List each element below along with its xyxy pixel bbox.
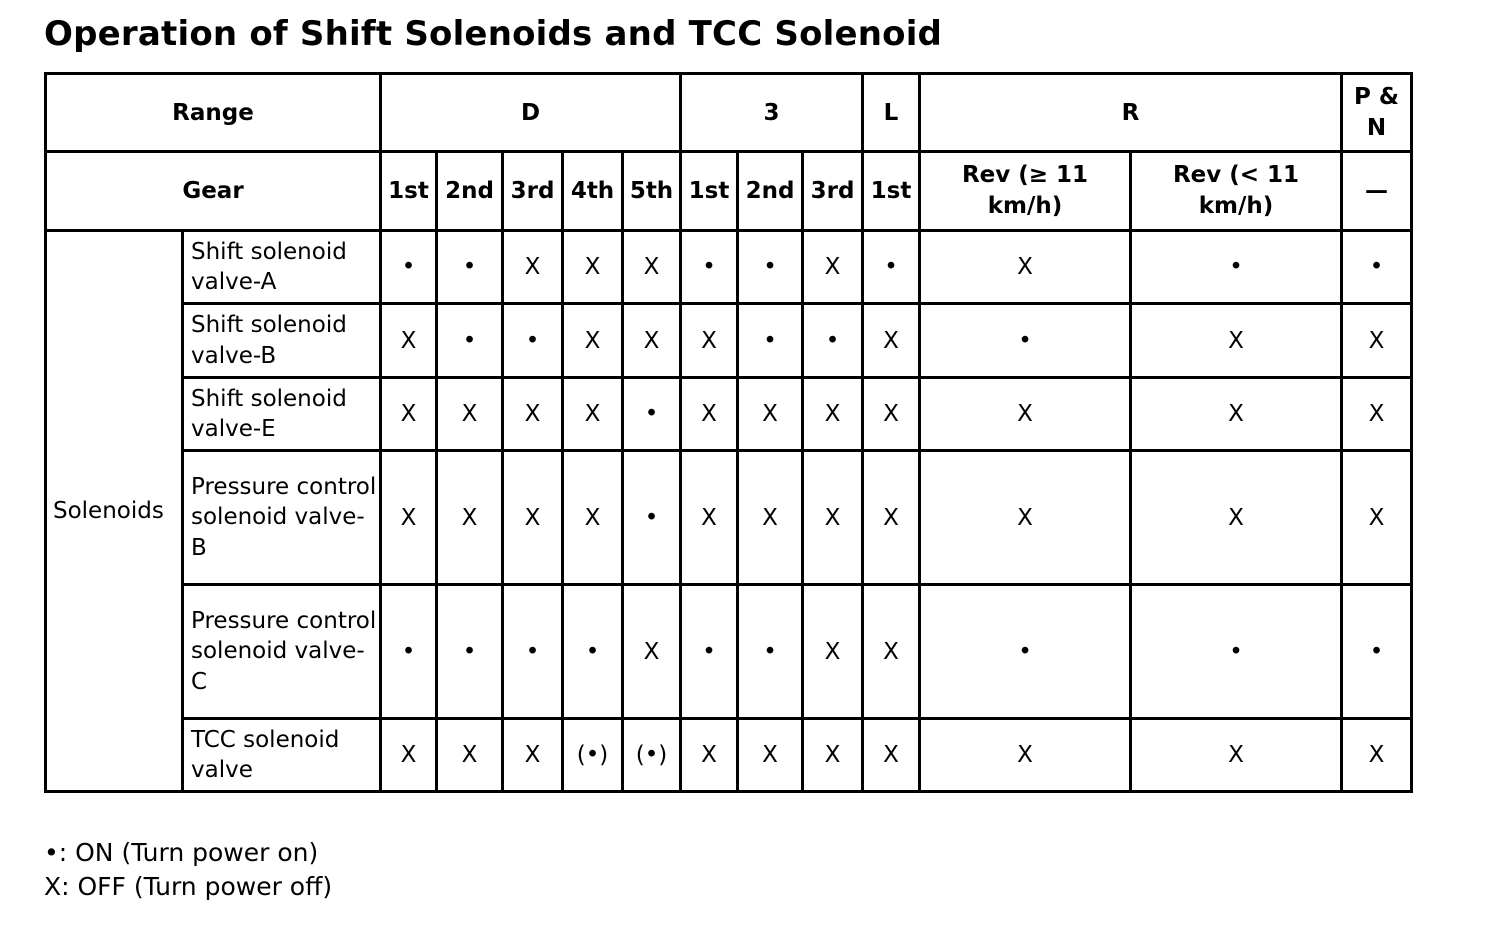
state-cell: X xyxy=(1131,304,1342,378)
gear-header-cell: 2nd xyxy=(738,152,803,231)
gear-label: Gear xyxy=(46,152,381,231)
state-cell: X xyxy=(803,451,863,585)
state-cell: (•) xyxy=(623,719,681,792)
state-cell: X xyxy=(863,304,920,378)
row-label: Shift solenoid valve-E xyxy=(183,378,381,451)
state-cell: X xyxy=(920,719,1131,792)
state-cell: X xyxy=(803,231,863,304)
state-cell: X xyxy=(381,719,437,792)
state-cell: • xyxy=(803,304,863,378)
gear-header-cell: Rev (≥ 11 km/h) xyxy=(920,152,1131,231)
range-header-row xyxy=(46,74,1412,152)
gear-header-cell: 1st xyxy=(381,152,437,231)
state-cell: X xyxy=(503,719,563,792)
state-cell: X xyxy=(803,585,863,719)
state-cell: • xyxy=(381,585,437,719)
state-cell: • xyxy=(437,231,503,304)
state-cell: • xyxy=(920,304,1131,378)
state-cell: • xyxy=(863,231,920,304)
page-title: Operation of Shift Solenoids and TCC Solenoid xyxy=(44,14,943,54)
gear-header-cell: 1st xyxy=(863,152,920,231)
state-cell: X xyxy=(920,378,1131,451)
row-label: Pressure control solenoid valve-C xyxy=(183,585,381,719)
state-cell: X xyxy=(1342,719,1412,792)
state-cell: X xyxy=(863,451,920,585)
state-cell: X xyxy=(437,378,503,451)
state-cell: X xyxy=(738,719,803,792)
row-label: Shift solenoid valve-A xyxy=(183,231,381,304)
state-cell: X xyxy=(563,451,623,585)
state-cell: • xyxy=(681,231,738,304)
gear-header-cell: 3rd xyxy=(503,152,563,231)
state-cell: X xyxy=(863,585,920,719)
solenoid-operation-table xyxy=(44,72,1413,793)
range-header-cell: D xyxy=(381,74,681,152)
state-cell: • xyxy=(563,585,623,719)
state-cell: X xyxy=(503,378,563,451)
state-cell: X xyxy=(681,719,738,792)
range-label: Range xyxy=(46,74,381,152)
state-cell: • xyxy=(623,378,681,451)
state-cell: X xyxy=(563,304,623,378)
state-cell: X xyxy=(803,719,863,792)
state-cell: X xyxy=(563,378,623,451)
state-cell: X xyxy=(1131,378,1342,451)
state-cell: • xyxy=(1131,231,1342,304)
state-cell: • xyxy=(681,585,738,719)
table-row xyxy=(46,378,1412,451)
gear-header-cell: 3rd xyxy=(803,152,863,231)
state-cell: X xyxy=(623,231,681,304)
state-cell: • xyxy=(437,585,503,719)
state-cell: • xyxy=(623,451,681,585)
state-cell: X xyxy=(623,304,681,378)
state-cell: X xyxy=(563,231,623,304)
state-cell: • xyxy=(1342,585,1412,719)
gear-header-row xyxy=(46,152,1412,231)
state-cell: X xyxy=(803,378,863,451)
state-cell: X xyxy=(503,231,563,304)
state-cell: • xyxy=(381,231,437,304)
state-cell: • xyxy=(503,585,563,719)
state-cell: X xyxy=(1342,304,1412,378)
state-cell: • xyxy=(437,304,503,378)
gear-header-cell: 2nd xyxy=(437,152,503,231)
legend-off: X: OFF (Turn power off) xyxy=(44,872,333,901)
state-cell: X xyxy=(381,451,437,585)
state-cell: X xyxy=(381,378,437,451)
state-cell: X xyxy=(1342,451,1412,585)
group-label-solenoids: Solenoids xyxy=(46,231,183,792)
row-label: TCC solenoid valve xyxy=(183,719,381,792)
gear-header-cell: — xyxy=(1342,152,1412,231)
range-header-cell: 3 xyxy=(681,74,863,152)
state-cell: • xyxy=(738,231,803,304)
state-cell: X xyxy=(381,304,437,378)
legend xyxy=(44,836,332,904)
state-cell: X xyxy=(863,378,920,451)
range-header-cell: R xyxy=(920,74,1342,152)
state-cell: X xyxy=(738,451,803,585)
solenoid-rows xyxy=(46,231,1412,792)
state-cell: • xyxy=(738,585,803,719)
state-cell: X xyxy=(863,719,920,792)
gear-header-cell: 5th xyxy=(623,152,681,231)
range-header-cell: P & N xyxy=(1342,74,1412,152)
state-cell: • xyxy=(1131,585,1342,719)
table-row xyxy=(46,451,1412,585)
state-cell: • xyxy=(738,304,803,378)
table-row xyxy=(46,719,1412,792)
gear-header-cell: 1st xyxy=(681,152,738,231)
state-cell: • xyxy=(920,585,1131,719)
state-cell: X xyxy=(681,451,738,585)
state-cell: X xyxy=(623,585,681,719)
row-label: Pressure control solenoid valve-B xyxy=(183,451,381,585)
table-row xyxy=(46,585,1412,719)
state-cell: X xyxy=(920,451,1131,585)
legend-on: •: ON (Turn power on) xyxy=(44,838,319,867)
state-cell: X xyxy=(681,378,738,451)
row-label: Shift solenoid valve-B xyxy=(183,304,381,378)
gear-header-cell: Rev (< 11 km/h) xyxy=(1131,152,1342,231)
state-cell: X xyxy=(738,378,803,451)
state-cell: X xyxy=(681,304,738,378)
state-cell: X xyxy=(437,451,503,585)
state-cell: X xyxy=(1131,451,1342,585)
state-cell: X xyxy=(503,451,563,585)
state-cell: (•) xyxy=(563,719,623,792)
range-header-cell: L xyxy=(863,74,920,152)
state-cell: X xyxy=(1131,719,1342,792)
table-row xyxy=(46,304,1412,378)
state-cell: X xyxy=(920,231,1131,304)
table-row xyxy=(46,231,1412,304)
state-cell: • xyxy=(503,304,563,378)
gear-header-cell: 4th xyxy=(563,152,623,231)
state-cell: • xyxy=(1342,231,1412,304)
state-cell: X xyxy=(1342,378,1412,451)
state-cell: X xyxy=(437,719,503,792)
